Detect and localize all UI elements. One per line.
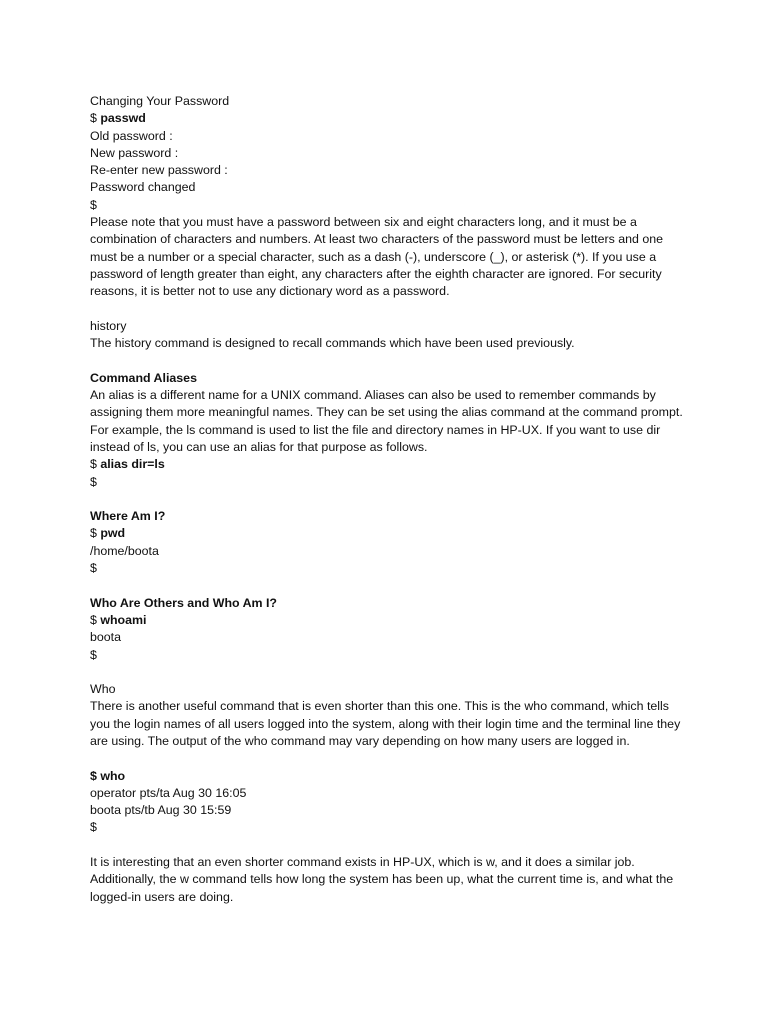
prompt-symbol: $	[90, 526, 101, 541]
spacer	[90, 352, 690, 369]
spacer	[90, 577, 690, 594]
who-output-line: boota pts/tb Aug 30 15:59	[90, 803, 232, 818]
prompt-symbol: $	[90, 768, 101, 783]
spacer	[90, 837, 690, 854]
history-paragraph: The history command is designed to recall commands which have been used previously.	[90, 336, 575, 351]
who-command: who	[100, 768, 126, 783]
passwd-command-line	[90, 110, 690, 127]
password-changed-line: Password changed	[90, 180, 196, 195]
whoami-command-line	[90, 612, 690, 629]
prompt-symbol: $	[90, 457, 101, 472]
who-output-line: operator pts/ta Aug 30 16:05	[90, 785, 247, 800]
alias-command: alias dir=ls	[100, 457, 165, 472]
w-command-paragraph: It is interesting that an even shorter command exists in HP-UX, which is w, and it does a similar job. Additionally, the w command tells how long the system has been up, what the current time is, and what the logged-in users are doing.	[90, 855, 674, 904]
old-password-line: Old password :	[90, 128, 173, 143]
where-heading: Where Am I?	[90, 509, 166, 524]
pwd-output: /home/boota	[90, 543, 159, 558]
passwd-command: passwd	[100, 111, 146, 126]
who-command-line	[90, 768, 690, 785]
history-heading: history	[90, 318, 127, 333]
prompt-symbol: $	[90, 111, 101, 126]
password-heading: Changing Your Password	[90, 94, 230, 108]
whoami-heading: Who Are Others and Who Am I?	[90, 595, 278, 610]
prompt-symbol: $	[90, 612, 101, 627]
prompt-line: $	[90, 474, 97, 489]
reenter-password-line: Re-enter new password :	[90, 163, 228, 178]
pwd-command-line	[90, 525, 690, 542]
spacer	[90, 664, 690, 681]
prompt-line: $	[90, 197, 97, 212]
who-heading: Who	[90, 682, 116, 697]
who-paragraph: There is another useful command that is even shorter than this one. This is the who command, which tells you the login names of all users logged into the system, along with their login time and the terminal line they are using. The output of the who command may vary depending on how many users are logged in.	[90, 699, 681, 748]
whoami-output: boota	[90, 630, 122, 645]
spacer	[90, 750, 690, 767]
new-password-line: New password :	[90, 145, 179, 160]
aliases-paragraph: An alias is a different name for a UNIX command. Aliases can also be used to remember commands by assigning them more meaningful names. They can be set using the alias command at the command prompt. For example, the ls command is used to list the file and directory names in HP-UX. If you want to use dir instead of ls, you can use an alias for that purpose as follows.	[90, 388, 683, 454]
spacer	[90, 301, 690, 318]
spacer	[90, 491, 690, 508]
whoami-command: whoami	[100, 612, 147, 627]
pwd-command: pwd	[100, 526, 126, 541]
prompt-line: $	[90, 561, 97, 576]
alias-command-line	[90, 456, 690, 473]
document-page	[90, 93, 690, 906]
password-note-paragraph: Please note that you must have a password between six and eight characters long, and it must be a combination of characters and numbers. At least two characters of the password must be letters and one must be a number or a special character, such as a dash (-), underscore (_), or asterisk (*). If you use a password of length greater than eight, any characters after the eighth character are ignored. For security reasons, it is better not to use any dictionary word as a password.	[90, 215, 664, 299]
prompt-line: $	[90, 820, 97, 835]
prompt-line: $	[90, 647, 97, 662]
aliases-heading: Command Aliases	[90, 370, 197, 385]
